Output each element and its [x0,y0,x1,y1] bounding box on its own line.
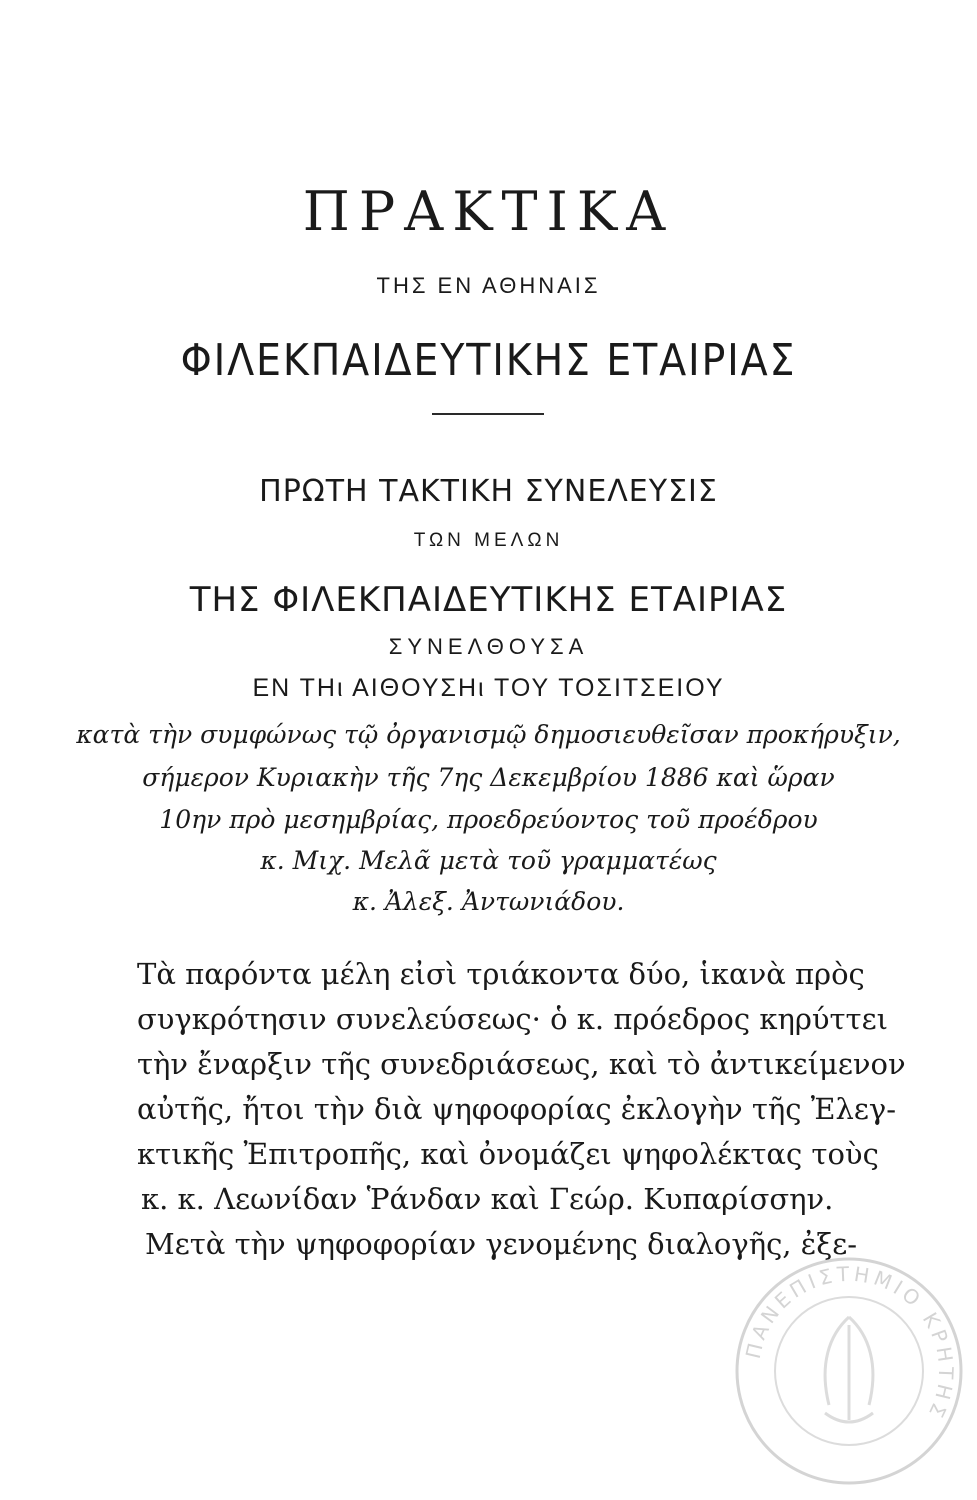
heading-line-3: ΤΗΣ ΦΙΛΕΚΠΑΙΔΕΥΤΙΚΗΣ ΕΤΑΙΡΙΑΣ [189,580,788,620]
body-line: Τὰ παρόντα μέλη εἰσὶ τριάκοντα δύο, ἱκανὰ πρὸς [137,957,865,991]
svg-text:ΠΑΝΕΠΙΣΤΗΜΙΟ ΚΡΗΤΗΣ: ΠΑΝΕΠΙΣΤΗΜΙΟ ΚΡΗΤΗΣ [740,1261,959,1425]
intro-line: κ. Μιχ. Μελᾶ μετὰ τοῦ γραμματέως [260,846,717,875]
body-line: κ. κ. Λεωνίδαν Ῥάνδαν καὶ Γεώρ. Κυπαρίσσην. [141,1182,834,1216]
intro-line: σήμερον Κυριακὴν τῆς 7ης Δεκεμβρίου 1886 καὶ ὥραν [142,763,835,792]
intro-line: 10ην πρὸ μεσημβρίας, προεδρεύοντος τοῦ προέδρου [159,805,818,834]
body-line: Μετὰ τὴν ψηφοφορίαν γενομένης διαλογῆς, ἐξε- [145,1227,858,1261]
body-line: αὐτῆς, ἤτοι τὴν διὰ ψηφοφορίας ἐκλογὴν τῆς Ἐλεγ- [137,1092,897,1126]
document-title: ΠΡΑΚΤΙΚΑ [302,180,675,243]
body-line: συγκρότησιν συνελεύσεως· ὁ κ. πρόεδρος κηρύττει [137,1002,888,1036]
university-seal-icon [733,1255,965,1487]
subtitle-small: ΤΗΣ ΕΝ ΑΘΗΝΑΙΣ [376,273,601,298]
body-line: κτικῆς Ἐπιτροπῆς, καὶ ὀνομάζει ψηφολέκτας τοὺς [137,1137,879,1171]
intro-line: κ. Ἀλεξ. Ἀντωνιάδου. [352,887,625,916]
body-paragraph [137,952,906,1267]
heading-line-1: ΠΡΩΤΗ ΤΑΚΤΙΚΗ ΣΥΝΕΛΕΥΣΙΣ [259,474,718,509]
intro-line: κατὰ τὴν συμφώνως τῷ ὀργανισμῷ δημοσιευθεῖσαν προκήρυξιν, [76,720,901,749]
subtitle-large: ΦΙΛΕΚΠΑΙΔΕΥΤΙΚΗΣ ΕΤΑΙΡΙΑΣ [180,335,797,386]
heading-line-5: ΕΝ ΤΗι ΑΙΘΟΥΣΗι ΤΟΥ ΤΟΣΙΤΣΕΙΟΥ [252,674,725,702]
heading-line-4: ΣΥΝΕΛΘΟΥΣΑ [388,634,589,659]
title-divider [432,413,544,415]
body-line: τὴν ἔναρξιν τῆς συνεδριάσεως, καὶ τὸ ἀντικείμενον [137,1047,906,1081]
heading-line-2: ΤΩΝ ΜΕΛΩΝ [413,530,564,551]
